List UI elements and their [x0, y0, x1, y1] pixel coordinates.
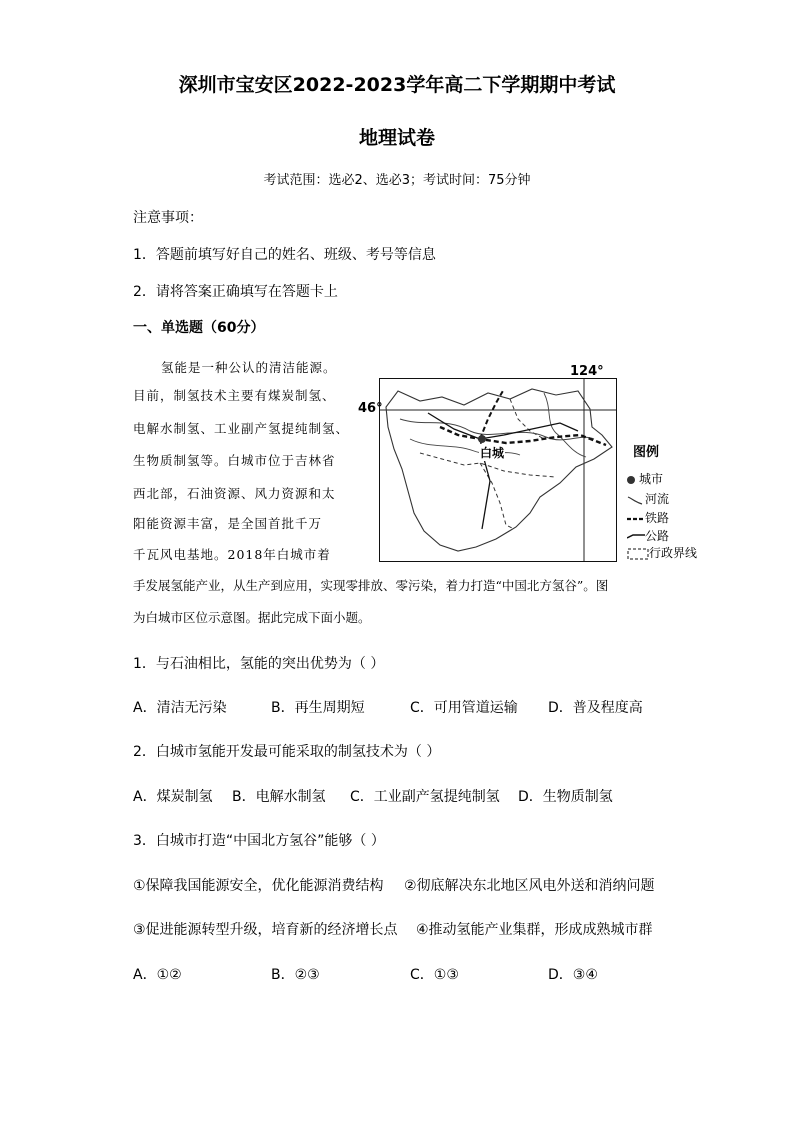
question-stem: 2．白城市氢能开发最可能采取的制氢技术为（ ） — [133, 744, 441, 760]
statement: ③促进能源转型升级，培育新的经济增长点 — [133, 922, 398, 938]
city-marker — [478, 435, 486, 443]
passage-line: 为白城市区位示意图。据此完成下面小题。 — [133, 610, 371, 625]
location-map — [379, 378, 617, 562]
section-title: 一、单选题（60分） — [133, 320, 265, 336]
legend-label: 公路 — [645, 529, 670, 543]
question-stem: 3．白城市打造“中国北方氢谷”能够（ ） — [133, 833, 385, 849]
option-c: C．①③ — [410, 967, 459, 983]
exam-title: 深圳市宝安区2022-2023学年高二下学期期中考试 — [178, 74, 616, 96]
option-d: D．③④ — [548, 967, 598, 983]
latitude-label: 46° — [358, 401, 383, 416]
passage-line: 氢能是一种公认的清洁能源。 — [161, 360, 337, 375]
legend-river — [627, 490, 669, 507]
statement: ④推动氢能产业集群，形成成熟城市群 — [416, 922, 653, 938]
passage-line: 千瓦风电基地。2018年白城市着 — [133, 547, 331, 562]
passage-line: 西北部，石油资源、风力资源和太 — [133, 486, 336, 501]
legend-road — [627, 527, 669, 544]
city-symbol-icon — [627, 476, 635, 484]
legend-city — [627, 470, 663, 487]
exam-subtitle: 地理试卷 — [358, 127, 435, 149]
map-drawing — [380, 379, 616, 561]
exam-info: 考试范围：选必2、选必3；考试时间：75分钟 — [263, 173, 531, 188]
option-d: D．普及程度高 — [548, 700, 643, 716]
statement: ②彻底解决东北地区风电外送和消纳问题 — [404, 878, 655, 894]
option-c: C．可用管道运输 — [410, 700, 518, 716]
notes-heading: 注意事项： — [133, 210, 203, 226]
legend-title: 图例 — [633, 445, 660, 460]
passage-line: 电解水制氢、工业副产氢提纯制氢、 — [133, 421, 350, 436]
note-item: 1．答题前填写好自己的姓名、班级、考号等信息 — [133, 247, 436, 263]
city-label: 白城 — [480, 446, 505, 460]
legend-label: 行政界线 — [649, 546, 698, 560]
option-b: B．再生周期短 — [271, 700, 365, 716]
railway-symbol-icon — [627, 514, 645, 524]
passage-line: 手发展氢能产业，从生产到应用，实现零排放、零污染，着力打造“中国北方氢谷”。图 — [133, 578, 609, 593]
passage-line: 目前，制氢技术主要有煤炭制氢、 — [133, 388, 336, 403]
admin-boundary — [480, 463, 514, 529]
option-b: B．电解水制氢 — [232, 789, 326, 805]
road-symbol-icon — [627, 532, 645, 542]
note-item: 2．请将答案正确填写在答题卡上 — [133, 284, 338, 300]
legend-label: 铁路 — [645, 511, 670, 525]
option-d: D．生物质制氢 — [518, 789, 613, 805]
option-a: A．煤炭制氢 — [133, 789, 213, 805]
legend-boundary — [627, 544, 697, 561]
boundary-outline — [386, 389, 612, 551]
boundary-symbol-icon — [627, 548, 649, 560]
question-stem: 1．与石油相比，氢能的突出优势为（ ） — [133, 656, 385, 672]
option-a: A．①② — [133, 967, 182, 983]
railway — [440, 427, 606, 445]
statement: ①保障我国能源安全，优化能源消费结构 — [133, 878, 384, 894]
river-symbol-icon — [627, 495, 643, 505]
legend-railway — [627, 509, 669, 526]
legend-label: 河流 — [645, 492, 670, 506]
passage-line: 生物质制氢等。白城市位于吉林省 — [133, 453, 336, 468]
longitude-label: 124° — [570, 364, 604, 379]
legend-label: 城市 — [639, 472, 664, 486]
road — [428, 413, 578, 439]
option-a: A．清洁无污染 — [133, 700, 227, 716]
option-b: B．②③ — [271, 967, 320, 983]
option-c: C．工业副产氢提纯制氢 — [350, 789, 500, 805]
passage-line: 阳能资源丰富，是全国首批千万 — [133, 516, 323, 531]
